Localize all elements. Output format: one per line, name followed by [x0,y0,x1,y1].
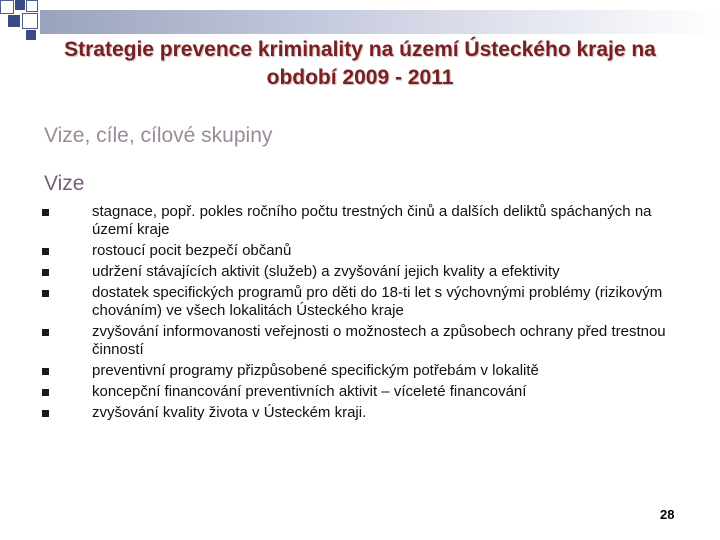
bullet-list [40,203,680,425]
list-item [40,203,680,239]
square-bullet-icon [42,329,49,336]
square-bullet-icon [42,290,49,297]
decorative-square [22,13,38,29]
section-heading: Vize [44,172,85,195]
list-item [40,284,680,320]
list-item-text: zvyšování kvality života v Ústeckém kraji. [92,404,367,421]
decorative-square [8,15,20,27]
list-item-text: rostoucí pocit bezpečí občanů [92,242,292,259]
list-item [40,404,680,422]
list-item-text: zvyšování informovanosti veřejnosti o možnostech a způsobech ochrany před trestnou činností [92,323,666,358]
square-bullet-icon [42,410,49,417]
square-bullet-icon [42,368,49,375]
list-item-text: udržení stávajících aktivit (služeb) a zvyšování jejich kvality a efektivity [92,263,560,280]
list-item-text: dostatek specifických programů pro děti do 18-ti let s výchovnými problémy (rizikovým chováním) ve všech lokalitách Ústeckého kraje [92,284,663,319]
list-item-text: stagnace, popř. pokles ročního počtu trestných činů a dalších deliktů spáchaných na území kraje [92,203,652,238]
list-item [40,323,680,359]
slide-subtitle: Vize, cíle, cílové skupiny [44,124,273,147]
list-item [40,362,680,380]
list-item-text: koncepční financování preventivních aktivit – víceleté financování [92,383,527,400]
header-gradient-bar [40,10,720,34]
square-bullet-icon [42,248,49,255]
slide-title: Strategie prevence kriminality na území Ústeckého kraje na období 2009 - 2011 [64,38,656,89]
list-item [40,263,680,281]
decorative-square [0,0,14,14]
list-item [40,383,680,401]
square-bullet-icon [42,269,49,276]
decorative-square [26,30,36,40]
list-item [40,242,680,260]
decorative-square [15,0,25,10]
decorative-square [26,0,38,12]
list-item-text: preventivní programy přizpůsobené specifickým potřebám v lokalitě [92,362,539,379]
square-bullet-icon [42,389,49,396]
page-number: 28 [660,507,675,522]
square-bullet-icon [42,209,49,216]
